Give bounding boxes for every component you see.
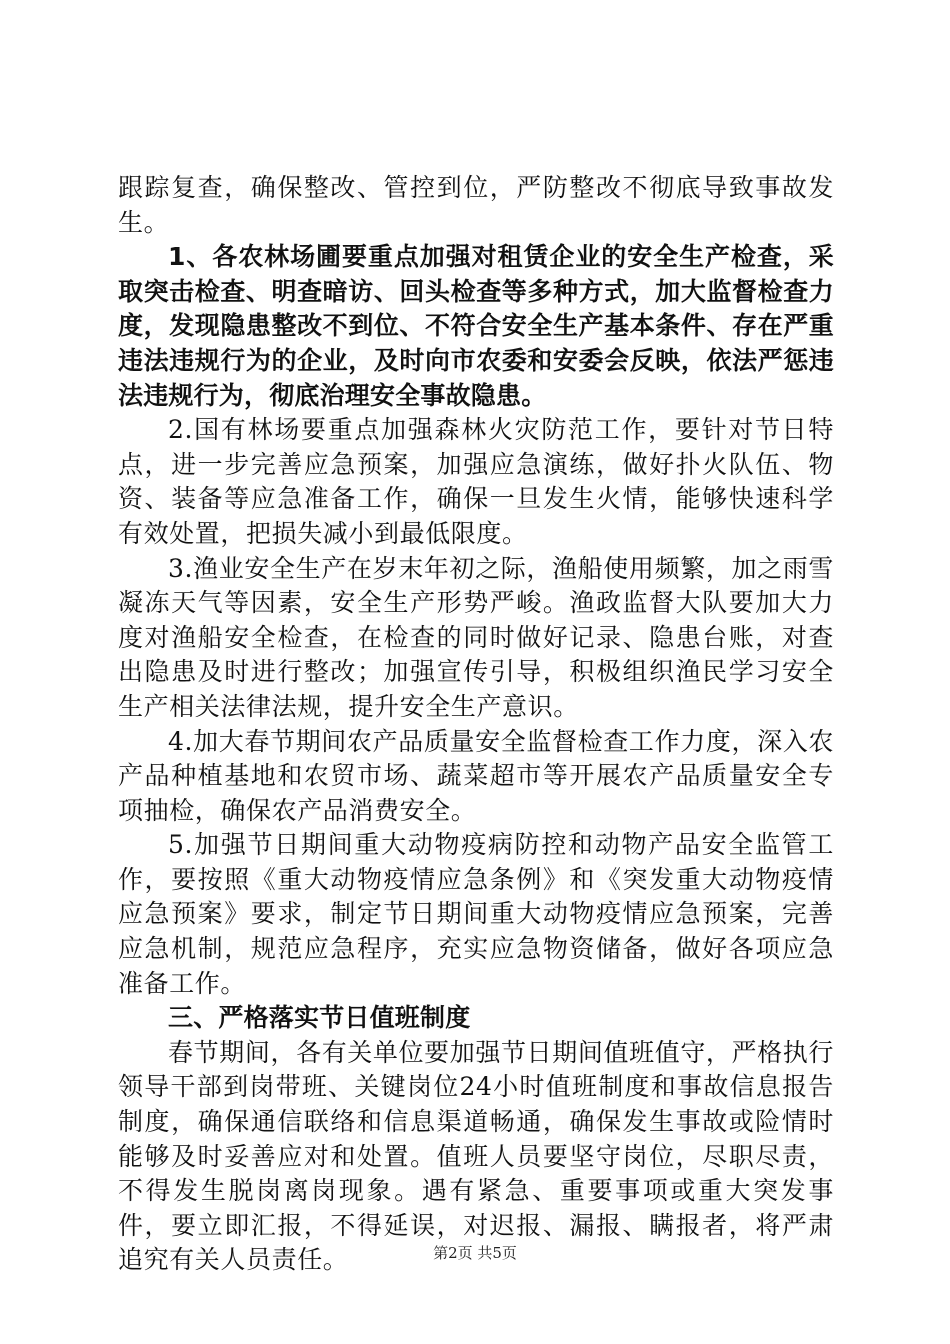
document-body bbox=[118, 171, 834, 1278]
paragraph-item-1: 1、各农林场圃要重点加强对租赁企业的安全生产检查，采取突击检查、明查暗访、回头检查等多种方式，加大监督检查力度，发现隐患整改不到位、不符合安全生产基本条件、存在严重违法违规行为的企业，及时向市农委和安委会反映，依法严惩违法违规行为，彻底治理安全事故隐患。 bbox=[118, 242, 834, 410]
paragraph-item-4: 4.加大春节期间农产品质量安全监督检查工作力度，深入农产品种植基地和农贸市场、蔬菜超市等开展农产品质量安全专项抽检，确保农产品消费安全。 bbox=[118, 726, 834, 825]
page-number-footer: 第2页 共5页 bbox=[433, 1244, 517, 1262]
paragraph-duty: 春节期间，各有关单位要加强节日期间值班值守，严格执行领导干部到岗带班、关键岗位24小时值班制度和事故信息报告制度，确保通信联络和信息渠道畅通，确保发生事故或险情时能够及时妥善应对和处置。值班人员要坚守岗位，尽职尽责，不得发生脱岗离岗现象。遇有紧急、重要事项或重大突发事件，要立即汇报，不得延误，对迟报、漏报、瞒报者，将严肃追究有关人员责任。 bbox=[118, 1037, 834, 1275]
section-heading: 三、严格落实节日值班制度 bbox=[168, 1003, 471, 1033]
paragraph-item-5: 5.加强节日期间重大动物疫病防控和动物产品安全监管工作，要按照《重大动物疫情应急条例》和《突发重大动物疫情应急预案》要求，制定节日期间重大动物疫情应急预案，完善应急机制，规范应急程序，充实应急物资储备，做好各项应急准备工作。 bbox=[118, 830, 834, 998]
paragraph-item-2: 2.国有林场要重点加强森林火灾防范工作，要针对节日特点，进一步完善应急预案，加强应急演练，做好扑火队伍、物资、装备等应急准备工作，确保一旦发生火情，能够快速科学有效处置，把损失减小到最低限度。 bbox=[118, 415, 834, 548]
paragraph-item-3: 3.渔业安全生产在岁末年初之际，渔船使用频繁，加之雨雪凝冻天气等因素，安全生产形势严峻。渔政监督大队要加大力度对渔船安全检查，在检查的同时做好记录、隐患台账，对查出隐患及时进行整改；加强宣传引导，积极组织渔民学习安全生产相关法律法规，提升安全生产意识。 bbox=[118, 553, 834, 721]
paragraph-continuation: 跟踪复查，确保整改、管控到位，严防整改不彻底导致事故发生。 bbox=[118, 173, 834, 237]
